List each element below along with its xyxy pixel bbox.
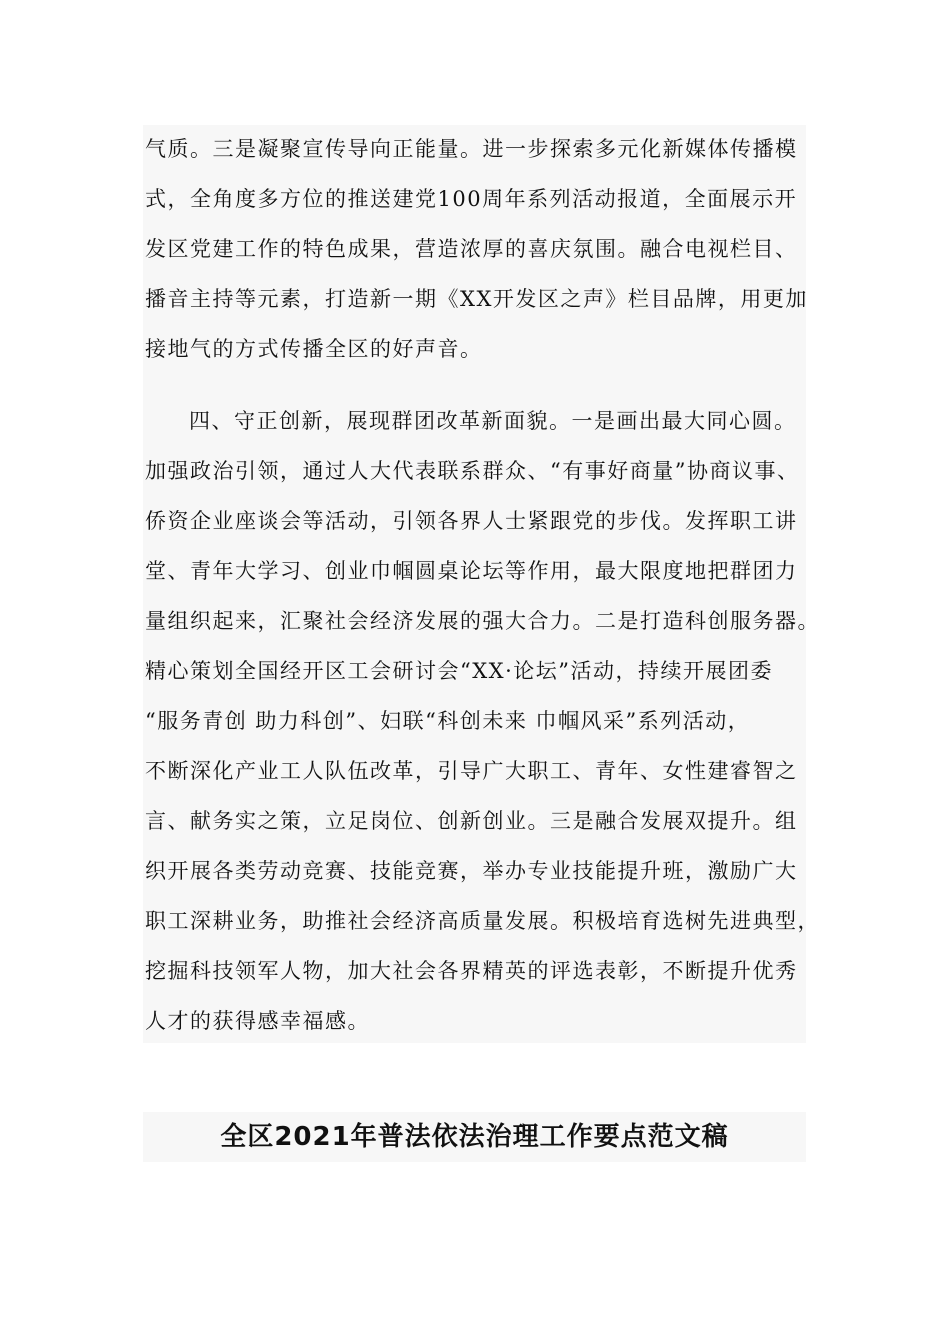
paragraph-line: 精心策划全国经开区工会研讨会“XX·论坛”活动，持续开展团委: [145, 659, 774, 683]
paragraph-1: [145, 124, 820, 374]
paragraph-line: 四、守正创新，展现群团改革新面貌。一是画出最大同心圆。: [189, 409, 797, 433]
paragraph-line: 接地气的方式传播全区的好声音。: [145, 337, 483, 361]
paragraph-line: 挖掘科技领军人物，加大社会各界精英的评选表彰，不断提升优秀: [145, 959, 798, 983]
paragraph-line: 织开展各类劳动竞赛、技能竞赛，举办专业技能提升班，激励广大: [145, 859, 798, 883]
paragraph-line: 言、献务实之策，立足岗位、创新创业。三是融合发展双提升。组: [145, 809, 798, 833]
document-title: 全区2021年普法依法治理工作要点范文稿: [220, 1122, 729, 1152]
paragraph-line: 加强政治引领，通过人大代表联系群众、“有事好商量”协商议事、: [145, 459, 800, 483]
paragraph-line: 量组织起来，汇聚社会经济发展的强大合力。二是打造科创服务器。: [145, 609, 820, 633]
paragraph-line: 式，全角度多方位的推送建党100周年系列活动报道，全面展示开: [145, 187, 798, 211]
paragraph-line: 气质。三是凝聚宣传导向正能量。进一步探索多元化新媒体传播模: [145, 137, 798, 161]
paragraph-line: “服务青创 助力科创”、妇联“科创未来 巾帼风采”系列活动，: [145, 709, 751, 733]
paragraph-line: 侨资企业座谈会等活动，引领各界人士紧跟党的步伐。发挥职工讲: [145, 509, 798, 533]
paragraph-line: 不断深化产业工人队伍改革，引导广大职工、青年、女性建睿智之: [145, 759, 798, 783]
paragraph-line: 人才的获得感幸福感。: [145, 1009, 370, 1033]
paragraph-2: [145, 396, 820, 1046]
paragraph-line: 发区党建工作的特色成果，营造浓厚的喜庆氛围。融合电视栏目、: [145, 237, 798, 261]
paragraph-line: 播音主持等元素，打造新一期《XX开发区之声》栏目品牌，用更加: [145, 287, 808, 311]
paragraph-line: 堂、青年大学习、创业巾帼圆桌论坛等作用，最大限度地把群团力: [145, 559, 798, 583]
paragraph-line: 职工深耕业务，助推社会经济高质量发展。积极培育选树先进典型，: [145, 909, 820, 933]
